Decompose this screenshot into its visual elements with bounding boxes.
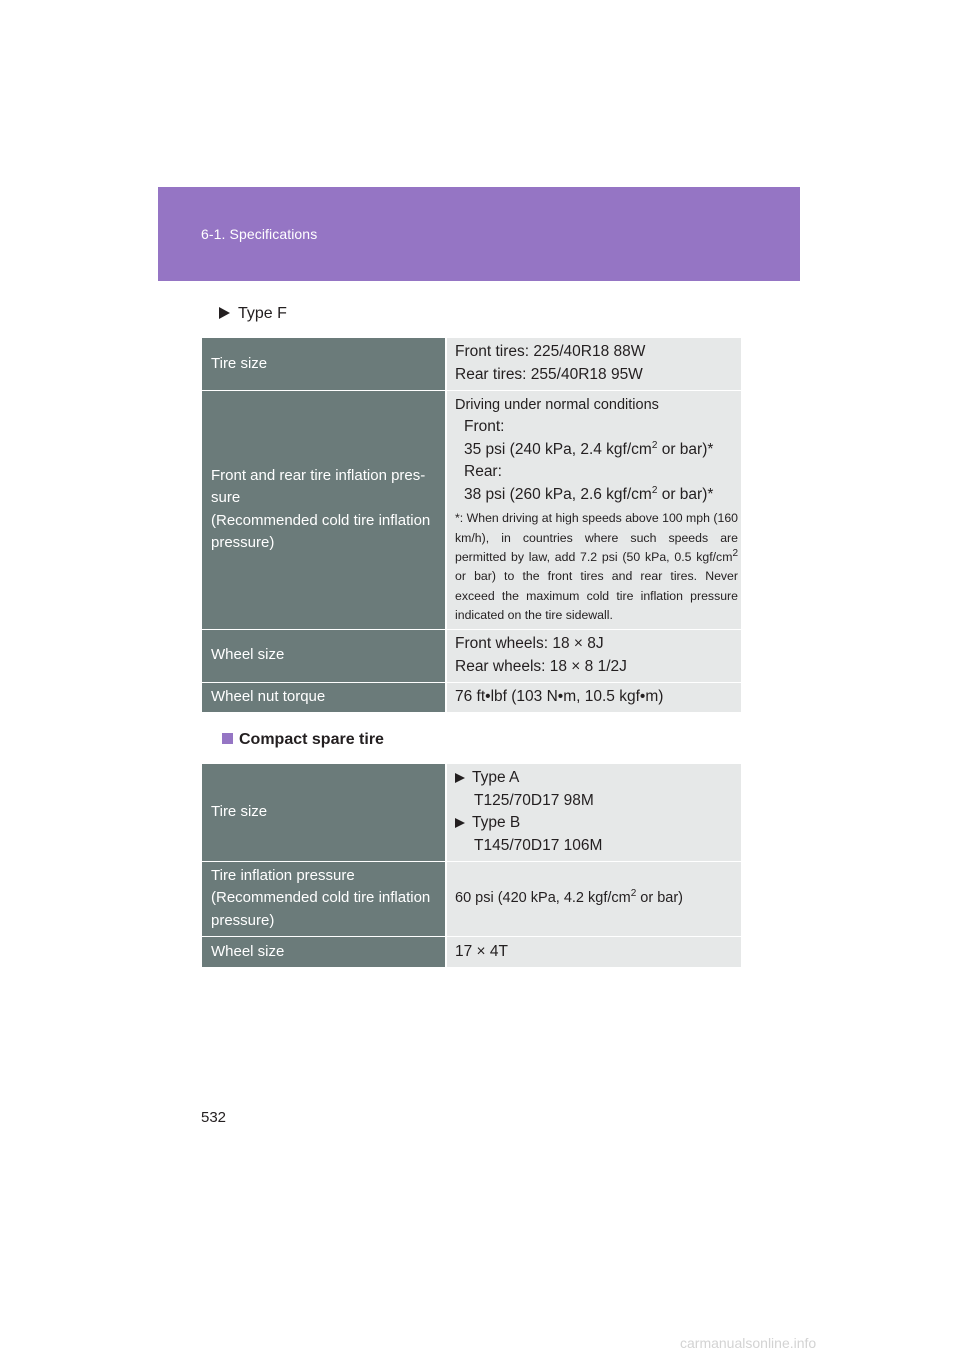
section-title: 6-1. Specifications	[201, 226, 318, 242]
rear-wheels-value: Rear wheels: 18 × 8 1/2J	[455, 657, 627, 675]
triangle-bullet-icon	[455, 773, 465, 783]
square-bullet-icon	[222, 733, 233, 744]
front-wheels-value: Front wheels: 18 × 8J	[455, 635, 604, 652]
inflation-pressure-label	[202, 390, 446, 629]
tire-size-label: Tire size	[202, 338, 446, 390]
label-line: (Recommended cold tire inflation	[211, 889, 431, 907]
spare-inflation-label	[202, 861, 446, 936]
inflation-pressure-value	[446, 390, 741, 629]
compact-spare-heading	[222, 731, 384, 749]
compact-spare-title: Compact spare tire	[239, 731, 384, 748]
table-row	[202, 682, 741, 712]
superscript: 2	[630, 888, 637, 900]
note-text: *: When driving at high speeds above 100 mph (160 km/h), in countries where such speeds are permitted by law, add 7.2 psi (50 kPa, 0.5 kgf/cm	[455, 511, 739, 564]
label-line: sure	[211, 489, 241, 506]
type-a-value: T125/70D17 98M	[474, 791, 594, 809]
table-row	[202, 936, 741, 967]
table-row	[202, 390, 741, 629]
type-b-line	[455, 812, 738, 835]
wheel-size-label: Wheel size	[202, 629, 446, 682]
label-line: (Recommended cold tire inflation	[211, 511, 431, 529]
front-pressure-text: 35 psi (240 kPa, 2.4 kgf/cm	[464, 440, 652, 458]
wheel-nut-torque-label: Wheel nut torque	[202, 682, 446, 712]
label-line: pressure)	[211, 911, 275, 929]
high-speed-note	[455, 509, 738, 625]
front-pressure	[455, 439, 738, 462]
spare-tire-size-label: Tire size	[202, 764, 446, 861]
front-pressure-suffix: or bar)*	[657, 440, 714, 458]
triangle-bullet-icon	[219, 307, 230, 319]
spare-wheel-size-label: Wheel size	[202, 936, 446, 967]
label-line: pressure)	[211, 534, 275, 551]
triangle-bullet-icon	[455, 818, 465, 828]
front-tires-value: Front tires: 225/40R18 88W	[455, 343, 646, 361]
tire-size-value	[446, 338, 741, 390]
type-a-line	[455, 767, 738, 790]
type-a-label: Type A	[472, 769, 520, 787]
table-row	[202, 764, 741, 861]
label-line: Tire inflation pressure	[211, 866, 355, 884]
rear-pressure-suffix: or bar)*	[657, 485, 714, 503]
note-text-end: or bar) to the front tires and rear tires. Never exceed the maximum cold tire inflation pressure indicated on the tire sidewall.	[455, 569, 738, 622]
label-line: Front and rear tire inflation pres-	[211, 466, 426, 484]
rear-label: Rear:	[464, 463, 502, 481]
spare-tire-size-value	[446, 764, 741, 861]
type-f-spec-table	[202, 338, 741, 712]
wheel-nut-torque-value: 76 ft•lbf (103 N•m, 10.5 kgf•m)	[446, 682, 741, 712]
conditions-intro: Driving under normal conditions	[455, 396, 659, 413]
rear-pressure	[455, 484, 738, 507]
table-row	[202, 861, 741, 936]
wheel-size-value	[446, 629, 741, 682]
rear-tires-value: Rear tires: 255/40R18 95W	[455, 365, 643, 383]
type-b-value: T145/70D17 106M	[474, 836, 603, 854]
superscript: 2	[732, 547, 738, 559]
front-label: Front:	[464, 418, 505, 436]
rear-pressure-text: 38 psi (260 kPa, 2.6 kgf/cm	[464, 485, 652, 503]
type-b-label: Type B	[472, 814, 521, 832]
spare-inflation-suffix: or bar)	[636, 890, 684, 907]
spare-inflation-text: 60 psi (420 kPa, 4.2 kgf/cm	[455, 890, 631, 907]
compact-spare-spec-table	[202, 764, 741, 967]
spare-inflation-value	[446, 861, 741, 936]
section-header	[158, 187, 800, 281]
table-row	[202, 338, 741, 390]
superscript: 2	[651, 439, 658, 451]
type-f-heading	[219, 305, 287, 323]
spare-wheel-size-value: 17 × 4T	[446, 936, 741, 967]
page-number: 532	[201, 1109, 227, 1126]
superscript: 2	[651, 484, 658, 496]
table-row	[202, 629, 741, 682]
type-f-label: Type F	[238, 305, 287, 322]
watermark: carmanualsonline.info	[680, 1335, 817, 1351]
